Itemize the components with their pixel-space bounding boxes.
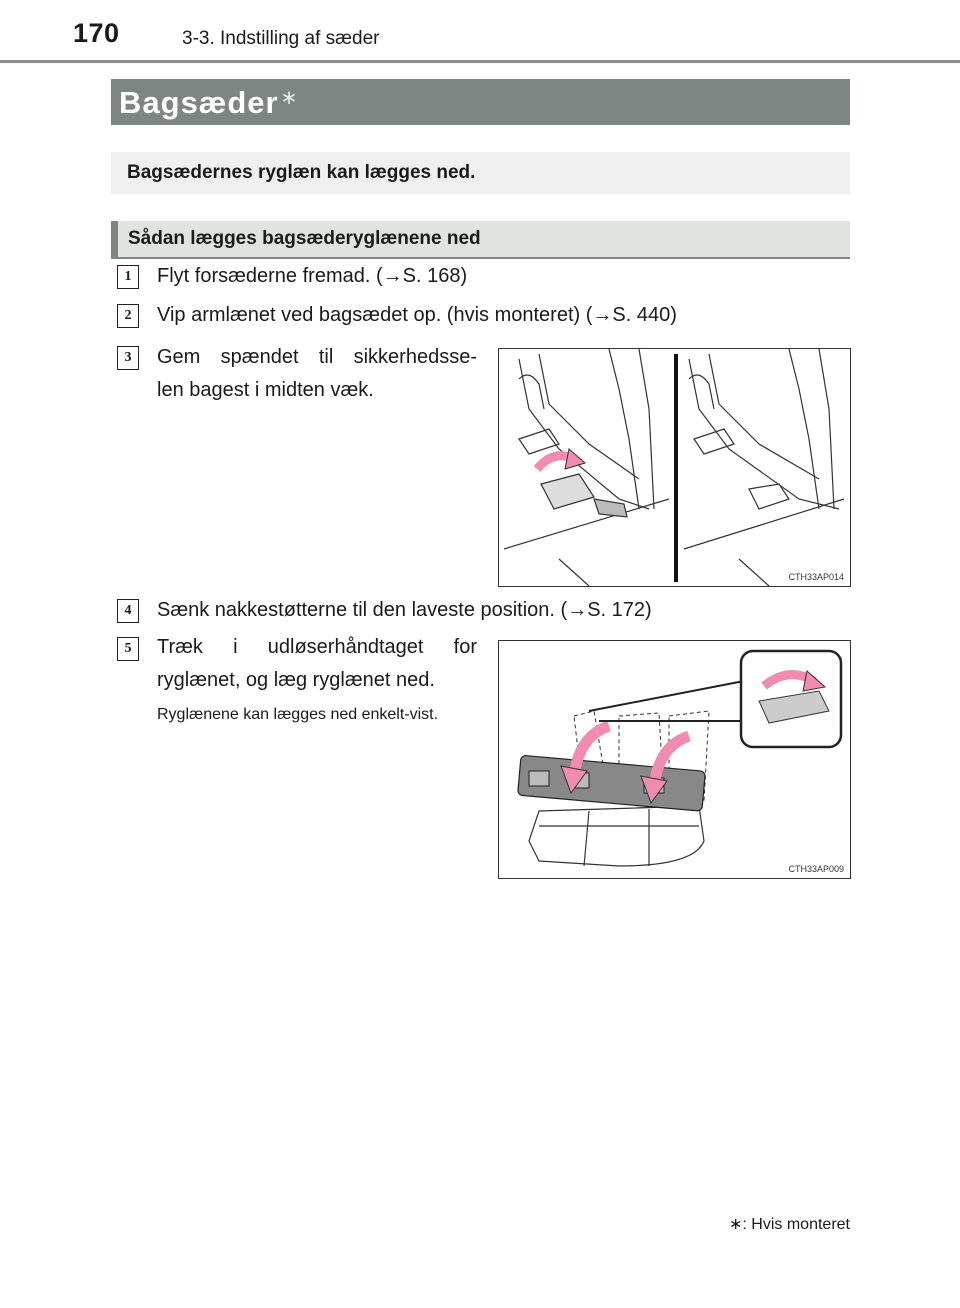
figure-seatbelt-buckle: [498, 348, 851, 587]
step-number-1: 1: [117, 265, 139, 289]
step-text-1: Flyt forsæderne fremad. (→S. 168): [157, 265, 468, 287]
footnote: ∗: Hvis monteret: [729, 1216, 850, 1233]
figure-code-2: CTH33AP009: [788, 864, 844, 874]
step-text-4: Sænk nakkestøtterne til den laveste position. (→S. 172): [157, 599, 652, 621]
step-text-3-line1: Gem spændet til sikkerhedsse-: [157, 346, 477, 368]
section-heading: 3-3. Indstilling af sæder: [182, 28, 380, 49]
step-number-3: 3: [117, 346, 139, 370]
figure-code-1: CTH33AP014: [788, 572, 844, 582]
intro-text: Bagsædernes ryglæn kan lægges ned.: [127, 162, 476, 183]
step-text-3-line2: len bagest i midten væk.: [157, 379, 374, 401]
fold-seat-illustration: [499, 641, 850, 878]
intro-box: [111, 152, 850, 194]
step-text-5-line2: ryglænet, og læg ryglænet ned.: [157, 669, 435, 691]
seatbelt-illustration: [499, 349, 850, 586]
title-text: Bagsæder: [119, 85, 279, 120]
subheading-accent: [111, 221, 118, 259]
step-number-4: 4: [117, 599, 139, 623]
step-text-2: Vip armlænet ved bagsædet op. (hvis monteret) (→S. 440): [157, 304, 677, 326]
step-number-2: 2: [117, 304, 139, 328]
step-5-note: Ryglænene kan lægges ned enkelt-vist.: [157, 706, 439, 723]
subheading-text: Sådan lægges bagsæderyglænene ned: [128, 228, 481, 249]
subheading-box: [111, 221, 850, 259]
page-title: [119, 85, 298, 121]
optional-star-icon: ∗: [280, 87, 299, 109]
figure-fold-seatback: [498, 640, 851, 879]
page-number: 170: [73, 18, 120, 48]
title-bar: [111, 79, 850, 125]
step-text-5-line1: Træk i udløserhåndtaget for: [157, 636, 477, 658]
step-number-5: 5: [117, 637, 139, 661]
header-rule: [0, 60, 960, 63]
